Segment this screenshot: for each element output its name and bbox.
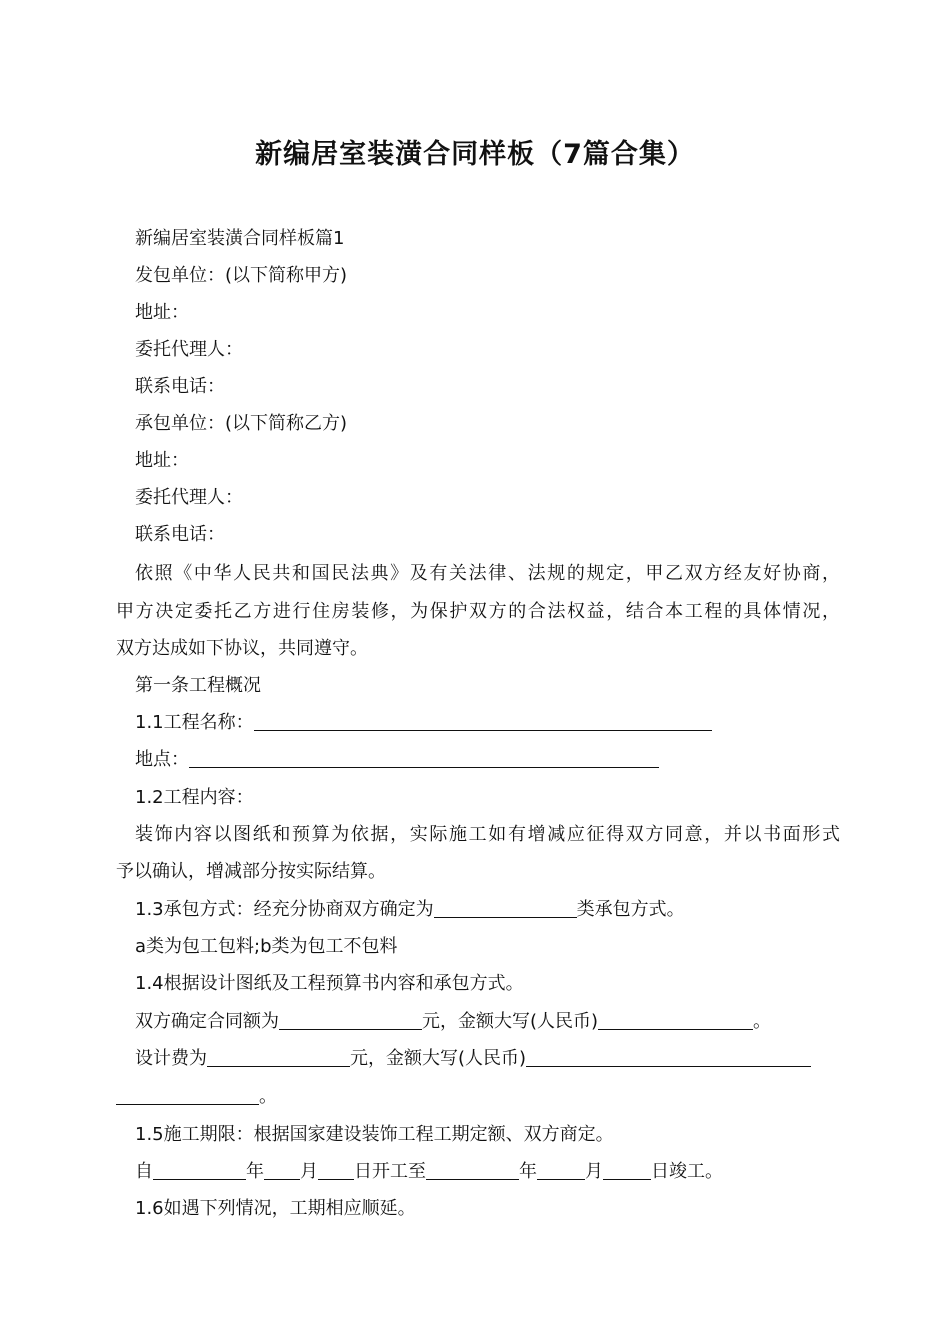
contract-mode-suffix: 类承包方式。 [576,899,685,920]
contract-amount-blank [279,1011,422,1030]
design-fee-words-blank [526,1048,811,1067]
start-day-blank [318,1161,354,1180]
contract-amount-words-blank [598,1011,753,1030]
month-label: 月 [585,1161,603,1182]
contract-mode-blank [434,899,577,918]
section-heading: 新编居室装潢合同样板篇1 [135,228,345,249]
design-fee-end: 。 [259,1086,277,1107]
contractor-agent: 委托代理人： [135,487,243,508]
employer-address: 地址： [135,302,189,323]
date-range-row [135,1160,859,1184]
employer-unit: 发包单位：(以下简称甲方) [135,265,348,286]
design-fee-row [135,1047,859,1071]
design-fee-blank [207,1048,350,1067]
end-month-blank [537,1161,585,1180]
content-paragraph-line: 装饰内容以图纸和预算为依据，实际施工如有增减应征得双方同意，并以书面形式 [135,824,840,845]
delay-clause: 1.6如遇下列情况，工期相应顺延。 [135,1198,416,1219]
year-label: 年 [519,1161,537,1182]
end-year-blank [426,1161,519,1180]
intro-paragraph-line: 甲方决定委托乙方进行住房装修，为保护双方的合法权益，结合本工程的具体情况， [116,601,840,622]
intro-paragraph-line: 依照《中华人民共和国民法典》及有关法律、法规的规定，甲乙双方经友好协商， [135,563,840,584]
year-label: 年 [246,1161,264,1182]
location-blank [189,749,659,768]
contractor-phone: 联系电话： [135,524,225,545]
contract-mode-label: 1.3承包方式：经充分协商双方确定为 [135,899,434,920]
project-name-row [135,711,859,735]
start-month-blank [264,1161,300,1180]
design-fee-words-label: 元，金额大写(人民币) [350,1048,527,1069]
end-day-label: 日竣工。 [651,1161,723,1182]
employer-agent: 委托代理人： [135,339,243,360]
employer-phone: 联系电话： [135,376,225,397]
basis-clause: 1.4根据设计图纸及工程预算书内容和承包方式。 [135,973,524,994]
end-day-blank [603,1161,651,1180]
project-name-blank [254,712,712,731]
design-fee-label: 设计费为 [135,1048,207,1069]
intro-paragraph-line: 双方达成如下协议，共同遵守。 [116,638,368,659]
contract-amount-end: 。 [753,1011,772,1032]
date-from-label: 自 [135,1161,153,1182]
contract-mode-note: a类为包工包料;b类为包工不包料 [135,936,398,957]
design-fee-words-blank-continued [116,1086,259,1105]
contract-amount-words-label: 元，金额大写(人民币) [422,1011,599,1032]
contract-amount-row [135,1010,859,1034]
document-title: 新编居室装潢合同样板（7篇合集） [255,139,695,170]
location-label: 地点： [135,749,189,770]
content-paragraph-line: 予以确认，增减部分按实际结算。 [116,861,386,882]
project-name-label: 1.1工程名称： [135,712,254,733]
contractor-unit: 承包单位：(以下简称乙方) [135,413,348,434]
start-day-label: 日开工至 [354,1161,426,1182]
project-content-label: 1.2工程内容： [135,787,254,808]
article-heading: 第一条工程概况 [135,675,261,696]
start-year-blank [153,1161,246,1180]
month-label: 月 [300,1161,318,1182]
contract-mode-row [135,898,859,922]
contract-amount-label: 双方确定合同额为 [135,1011,279,1032]
location-row [135,748,859,772]
construction-period-clause: 1.5施工期限：根据国家建设装饰工程工期定额、双方商定。 [135,1124,614,1145]
design-fee-row-continued [116,1085,840,1109]
contractor-address: 地址： [135,450,189,471]
